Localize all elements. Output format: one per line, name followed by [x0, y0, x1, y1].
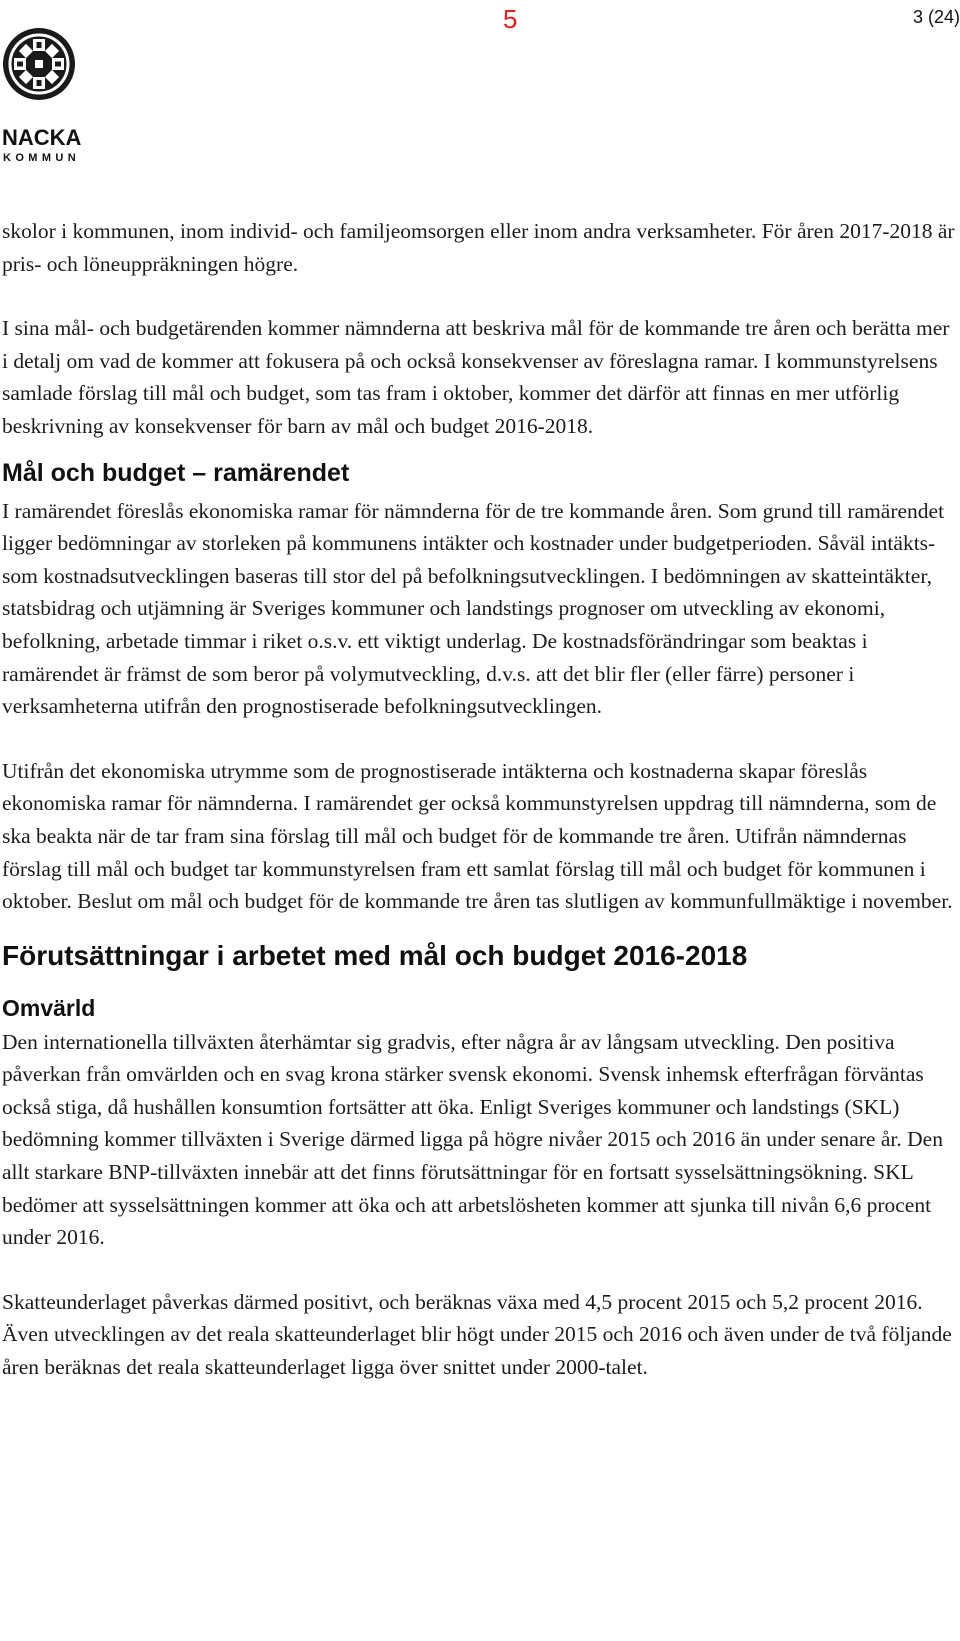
- paragraph: I sina mål- och budgetärenden kommer nämnderna att beskriva mål för de kommande tre åren och berätta mer i detalj om vad de kommer att fokusera på och också konsekvenser av föreslagna ramar. I kommunstyrelsens samlade förslag till mål och budget, som tas fram i oktober, kommer det därför att finnas en mer utförlig beskrivning av konsekvenser för barn av mål och budget 2016-2018.: [2, 316, 950, 438]
- paragraph: Den internationella tillväxten återhämtar sig gradvis, efter några år av långsam utveckling. Den positiva påverkan från omvärlden och en svag krona stärker svensk ekonomi. Svensk inhemsk efterfrågan förväntas också stiga, då hushållen konsumtion fortsätter att öka. Enligt Sveriges kommuner och landstings (SKL) bedömning kommer tillväxten i Sverige därmed ligga på högre nivåer 2015 och 2016 än under senare år. Den allt starkare BNP-tillväxten innebär att det finns förutsättningar för en fortsatt sysselsättningsökning. SKL bedömer att sysselsättningen kommer att öka och att arbetslösheten kommer att sjunka till nivån 6,6 procent under 2016.: [2, 1029, 943, 1250]
- chapter-heading: Förutsättningar i arbetet med mål och budget 2016-2018: [2, 939, 748, 971]
- paragraph: Utifrån det ekonomiska utrymme som de prognostiserade intäkterna och kostnaderna skapar föreslås ekonomiska ramar för nämnderna. I ramärendet ger också kommunstyrelsen uppdrag till nämnderna, som de ska beakta när de tar fram sina förslag till mål och budget för de kommande tre åren. Utifrån nämndernas förslag till mål och budget tar kommunstyrelsen fram ett samlat förslag till mål och budget för kommunen i oktober. Beslut om mål och budget för de kommande tre åren tas slutligen av kommunfullmäktige i november.: [2, 758, 953, 914]
- nacka-kommun-logo: [2, 27, 82, 164]
- section-heading: Mål och budget – ramärendet: [2, 458, 350, 487]
- logo-emblem-icon: [2, 27, 76, 101]
- logo-subtitle: KOMMUN: [3, 152, 81, 164]
- document-body: [2, 215, 960, 1384]
- page-count: 3 (24): [912, 7, 960, 27]
- paragraph: I ramärendet föreslås ekonomiska ramar för nämnderna för de tre kommande åren. Som grund till ramärendet ligger bedömningar av storleken på kommunens intäkter och kostnader under budgetperioden. Såväl intäkts- som kostnadsutvecklingen baseras till stor del på befolkningsutvecklingen. I bedömningen av skatteintäkter, statsbidrag och utjämning är Sveriges kommuner och landstings prognoser om utveckling av ekonomi, befolkning, arbetade timmar i riket o.s.v. ett viktigt underlag. De kostnadsförändringar som beaktas i ramärendet är främst de som beror på volymutveckling, d.v.s. att det blir fler (eller färre) personer i verksamheterna utifrån den prognostiserade befolkningsutvecklingen.: [2, 498, 945, 719]
- paragraph: skolor i kommunen, inom individ- och familjeomsorgen eller inom andra verksamheter. För åren 2017-2018 är pris- och löneuppräkningen högre.: [2, 219, 955, 276]
- page-number-marker: 5: [503, 4, 518, 34]
- paragraph: Skatteunderlaget påverkas därmed positivt, och beräknas växa med 4,5 procent 2015 och 5,2 procent 2016. Även utvecklingen av det reala skatteunderlaget blir högt under 2015 och 2016 och även under de två följande åren beräknas det reala skatteunderlaget ligga över snittet under 2000-talet.: [2, 1289, 952, 1380]
- subsection-heading: Omvärld: [2, 994, 96, 1021]
- logo-name: NACKA: [2, 125, 82, 150]
